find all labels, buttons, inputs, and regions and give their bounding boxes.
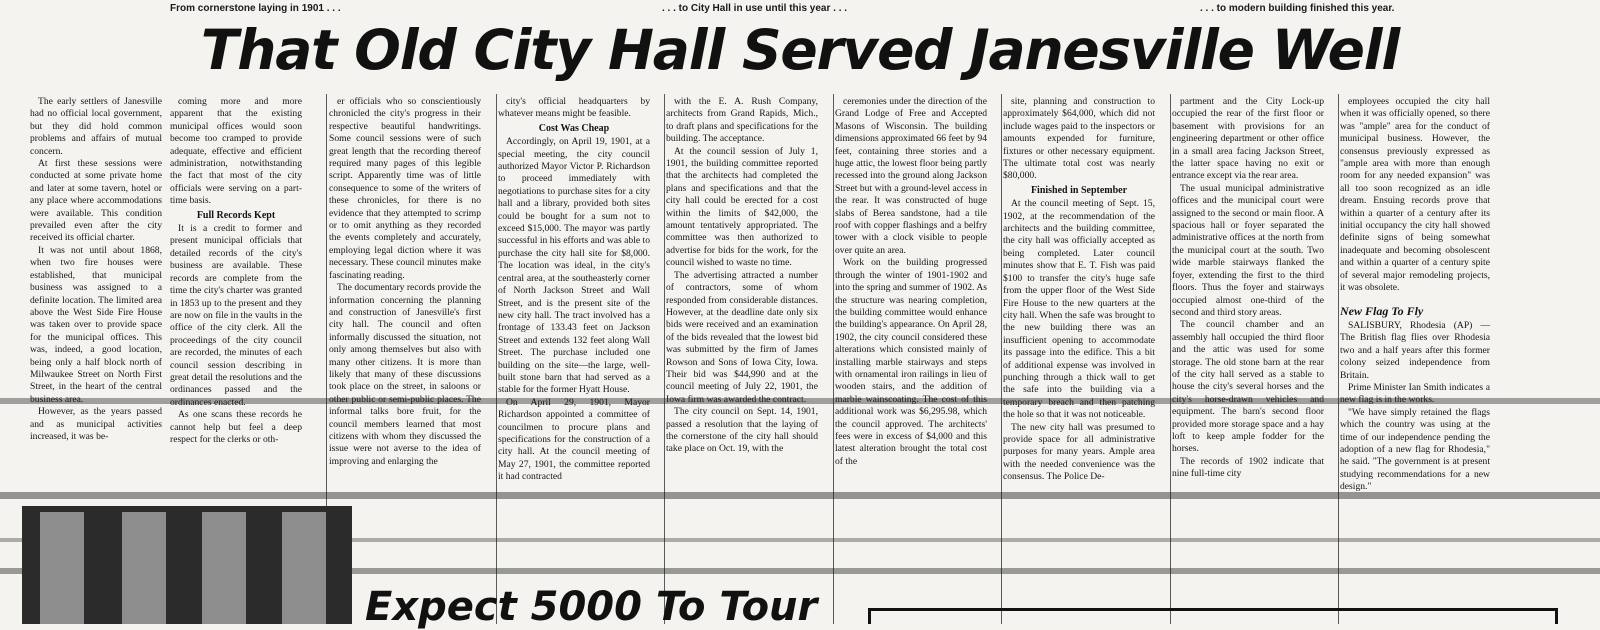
kicker-right: . . . to modern building finished this year. <box>1200 3 1395 14</box>
scan-band <box>0 398 1600 404</box>
building-photo <box>22 506 352 624</box>
paragraph: The new city hall was presumed to provide space for all administrative purposes for many years. Ample area with the needed convenience was the consensus. The Police De- <box>1003 421 1155 483</box>
paragraph: The early settlers of Janesville had no official local government, but they did hold common problems and affairs of mutual concern. <box>30 96 162 157</box>
article-column <box>498 96 650 624</box>
column-rule <box>1170 94 1171 624</box>
article-column <box>1340 96 1490 624</box>
column-rule <box>664 94 665 624</box>
kicker-left: From cornerstone laying in 1901 . . . <box>170 3 341 14</box>
paragraph: At the council session of July 1, 1901, the building committee reported that the architects had completed the plans and specifications and that the city hall could be erected for a cost within the limits of $42,000, the amount tentatively appropriated. The committee was then authorized to advertise for bids for the work, for the council wished to waste no time. <box>666 145 818 269</box>
paragraph: site, planning and construction to approximately $64,000, which did not include wages paid to the inspectors or amounts expended for furniture, fixtures or other necessary equipment. The ultimate total cost was nearly $80,000. <box>1003 96 1155 182</box>
sidebar-headline: New Flag To Fly <box>1340 303 1424 318</box>
article-column <box>835 96 987 624</box>
paragraph: city's official headquarters by whatever means might be feasible. <box>498 96 650 120</box>
paragraph: The documentary records provide the information concerning the planning and construction of Janesville's first city hall. The council and often informally discussed the situation, not only among themselves but also with many other citizens. It is more than likely that many of these discussions took place on the street, in saloons or informal talks bore fruit, for the council members learned that most citizens with whom they discussed the issue were not averse to the idea of improving and enlarging the <box>329 282 481 467</box>
column-rule <box>833 94 834 624</box>
next-story-box <box>868 608 1558 624</box>
paragraph: partment and the City Lock-up occupied the rear of the first floor or basement with provisions for an engineering department or other office in a small area facing Jackson Street, the latter space having no exit or entrance except via the rear area. <box>1172 96 1324 182</box>
paragraph: It was not until about 1868, when two fire houses were established, that municipal business was assigned to a definite location. The limited area above the West Side Fire House was taken over to provide space for the municipal offices. This was, indeed, a good location, being only a half block north of Milwaukee Street on North First Street, in the heart of the central <box>30 244 162 393</box>
scan-band <box>0 492 1600 499</box>
paragraph: At the council meeting of Sept. 15, 1902, at the recommendation of the architects and the building committee, the city hall was officially accepted as being completed. Later council minutes show that E. T. Fish was paid $100 to transfer the city's huge safe from the upper floor of the West Side Fire House to the new quarters at the city hall. When the safe was brought to the new building there was an insufficient opening to accommodate its passage into the edifice. This a bit of additional expense was involved in punching through a thick wall to get the safe into the building via a the hole so that it was not noticeable. <box>1003 198 1155 421</box>
paragraph: Accordingly, on April 19, 1901, at a special meeting, the city council authorized Mayor Victor P. Richardson to proceed immediately with negotiations to purchase sites for a city hall and a library, provided both sites could be bought for a sum not to exceed $15,000. The mayor was partly successful in his efforts and was able to purchase the city hall site for $8,000. The location was ideal, in the city's central area, at the southeasterly corner of North Jackson Street and Wall Street, and is the present site of the new city hall. The tract involved has a frontage of 133.43 feet on Jackson Street and extends 132 feet along Wall Street. The purchase included one building on the site—the large, well-built stone barn that had served as a stable for the former Hyatt House. <box>498 136 650 396</box>
photo-window <box>40 512 84 624</box>
paragraph: Work on the building progressed through the winter of 1901-1902 and into the spring and summer of 1902. As the structure was nearing completion, the building committee would enhance the building's appearance. On April 28, 1902, the city council considered these alterations which consisted mainly of installing marble stairways and steps with ornamental iron railings in lieu of wooden stairs, and the addition of additional work was $6,295.98, which the council approved. The architects' fees were in excess of $4,000 and this latest alteration brought the total cost of the <box>835 257 987 467</box>
paragraph: The records of 1902 indicate that nine full-time city <box>1172 455 1324 480</box>
subhead: Full Records Kept <box>196 209 276 221</box>
paragraph: At first these sessions were conducted at some private home and later at some tavern, hotel or any place where accommodations were available. This condition prevailed even after the city received its official charter. <box>30 158 162 244</box>
paragraph: The council chamber and an assembly hall occupied the third floor and the attic was used for some storage. The old stone barn at the rear of the city hall served as a stable to house the city's several horses and the equipment. The barn's second floor provided more storage space and a hay loft to keep ample fodder for the horses. <box>1172 319 1324 455</box>
paragraph: The usual municipal administrative offices and the municipal court were assigned to the second or main floor. A spacious hall or foyer separated the administrative offices at the north from the municipal court at the south. Two wide marble stairways flanked the foyer, extending the first to the third floors. Thus the foyer and stairways occupied almost one-third of the second and third story areas. <box>1172 182 1324 318</box>
kicker-center: . . . to City Hall in use until this year . . . <box>662 3 848 14</box>
paragraph: Richardson appointed a committee of councilmen to procure plans and specifications for the construction of a city hall. At the council meeting of May 27, 1901, the committee reported it had contracted <box>498 409 650 483</box>
paragraph: with the E. A. Rush Company, architects from Grand Rapids, Mich., to draft plans and specifications for the building. The acceptance. <box>666 96 818 145</box>
photo-window <box>282 512 326 624</box>
page-headline: That Old City Hall Served Janesville Well <box>200 18 1400 82</box>
paragraph: "We have simply retained the flags which the country was using at the time of our independence pending the adoption of a new flag for Rhodesia," he said. "The government is at present studying recommendations for a new design." <box>1340 406 1490 493</box>
photo-window <box>122 512 166 624</box>
column-rule <box>1338 94 1339 624</box>
paragraph: employees occupied the city hall when it was officially opened, so there was "ample" area for the conduct of municipal business. However, the consensus previously expressed as "ample area with more than enough room for any needed expansion" was all too soon recognized as an idle dream. Ensuing records prove that within a quarter of a century after its initial occupancy the city hall showed definite signs of being somewhat inadequate and becoming obsolescent and within a quarter of a century spite of several major remodeling projects, it was obsolete. <box>1340 96 1490 294</box>
photo-window <box>202 512 246 624</box>
paragraph: Prime Minister Ian Smith indicates a <box>1348 381 1490 393</box>
article-column <box>666 96 818 624</box>
subhead: Cost Was Cheap <box>538 122 610 134</box>
column-rule <box>496 94 497 624</box>
paragraph: SALISBURY, Rhodesia (AP) — The British flag flies over Rhodesia two and a half years after this former colony seized independence from Britain. <box>1340 319 1490 381</box>
paragraph: It is a credit to former and present municipal officials that detailed records of the city's business are available. These records are complete from the time the city's charter was granted in 1853 up to the present and they are now on file in the vaults in the office of the city clerk. All the proceedings of the city council are recorded, the minutes of each council session describing in great detail the resolutions and the ordinances passed and the <box>170 223 302 396</box>
paragraph: The advertising attracted a number of contractors, some of whom responded from considerable distances. However, at the deadline date only six bids were received and an examination of the bids revealed that the lowest bid was submitted by the firm of James Rowson and Sons of Iowa City, Iowa. Their bid was $44,990 and at the council meeting of July 22, 1901, the <box>666 269 818 393</box>
paragraph: ceremonies under the direction of the Grand Lodge of Free and Accepted Masons of Wisconsin. The building dimensions approximated 66 feet by 94 feet, containing three stories and a huge attic, the lowest floor being partly recessed into the ground along Jackson Street but with a ground-level access in the rear. It was constructed of huge slabs of Berea sandstone, had a tile roof with copper flashings and a belfry tower with a clock visible to people over quite an area. <box>835 96 987 256</box>
paragraph: However, as the years passed and as municipal activities increased, it was be- <box>30 406 162 442</box>
article-column <box>1172 96 1324 624</box>
paragraph: As one scans these records he cannot help but feel a deep respect for the clerks or oth- <box>170 409 302 445</box>
paragraph: The city council on Sept. 14, 1901, passed a resolution that the laying of the cornerstone of the city hall should take place on Oct. 19, with the <box>666 406 818 455</box>
paragraph: coming more and more apparent that the existing municipal offices would soon become too cramped to provide adequate, effective and efficient administration, notwithstanding the fact that most of the city officials were serving on a part-time basis. <box>170 96 302 207</box>
paragraph: er officials who so conscientiously chronicled the city's progress in their respective beautiful handwritings. Some council sessions were of such great length that the recording thereof required many pages of this legible script. Apparently time was of little consequence to some of the writers of these chronicles, for there is no evidence that they attempted to scrimp or to omit anything as they recorded the events completely and accurately, employing legal diction where it was necessary. These council minutes make fascinating reading. <box>329 96 481 281</box>
next-story-headline: Expect 5000 To Tour <box>365 584 818 630</box>
article-column <box>1003 96 1155 624</box>
subhead: Finished in September <box>1030 184 1128 196</box>
column-rule <box>1001 94 1002 624</box>
